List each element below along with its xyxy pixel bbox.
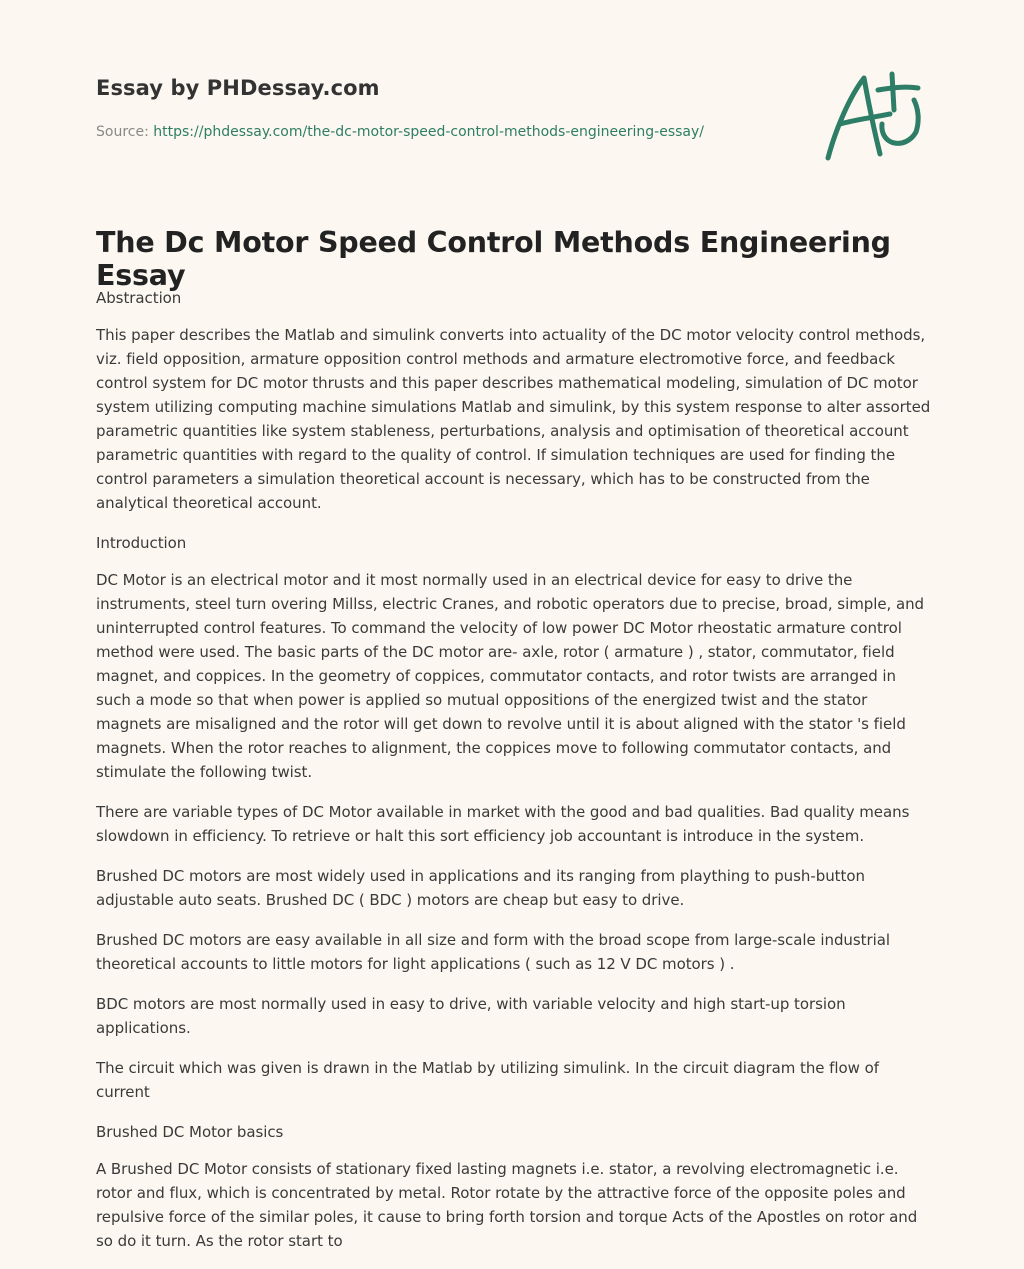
site-brand: Essay by PHDessay.com <box>96 76 380 100</box>
section-heading-abstraction: Abstraction <box>96 289 182 307</box>
paragraph: This paper describes the Matlab and simulink converts into actuality of the DC motor velocity control methods, viz. field opposition, armature opposition control methods and armature electromotive force, and feedback control system for DC motor thrusts and this paper describes mathematical modeling, simulation of DC motor system utilizing computing machine simulations Matlab and simulink, by this system response to alter assorted parametric quantities like system stableness, perturbations, analysis and optimisation of theoretical account parametric quantities with regard to the quality of control. If simulation techniques are used for finding the control parameters a simulation theoretical account is necessary, which has to be constructed from the analytical theoretical account. <box>96 326 931 512</box>
paragraph: BDC motors are most normally used in easy to drive, with variable velocity and high start-up torsion applications. <box>96 995 846 1037</box>
source-link[interactable]: https://phdessay.com/the-dc-motor-speed-control-methods-engineering-essay/ <box>153 124 705 140</box>
paragraph: A Brushed DC Motor consists of stationary fixed lasting magnets i.e. stator, a revolving electromagnetic i.e. rotor and flux, which is concentrated by metal. Rotor rotate by the attractive force of the opposite poles and repulsive force of the similar poles, it cause to bring forth torsion and torque Acts of the Apostles on rotor and so do it turn. As the rotor start to <box>96 1160 918 1250</box>
section-heading-brushed-dc-motor-basics: Brushed DC Motor basics <box>96 1123 284 1141</box>
paragraph: DC Motor is an electrical motor and it most normally used in an electrical device for easy to drive the instruments, steel turn overing Millss, electric Cranes, and robotic operators due to precise, broad, simple, and uninterrupted control features. To command the velocity of low power DC Motor rheostatic armature control method were used. The basic parts of the DC motor are- axle, rotor ( armature ) , stator, commutator, field magnet, and coppices. In the geometry of coppices, commutator contacts, and rotor twists are arranged in such a mode so that when power is applied so mutual oppositions of the energized twist and the stator magnets are misaligned and the rotor will get down to revolve until it is about aligned with the stator 's field magnets. When the rotor reaches to alignment, the coppices move to following commutator contacts, and stimulate the following twist. <box>96 571 925 781</box>
source-line <box>96 124 704 140</box>
essay-body <box>96 286 932 1269</box>
paragraph: There are variable types of DC Motor available in market with the good and bad qualities. Bad quality means slowdown in efficiency. To retrieve or halt this sort efficiency job accountant is introduce in the system. <box>96 803 910 845</box>
a-plus-grade-icon <box>820 68 930 164</box>
source-label: Source: <box>96 124 154 140</box>
paragraph: The circuit which was given is drawn in the Matlab by utilizing simulink. In the circuit diagram the flow of current <box>96 1059 879 1101</box>
paragraph: Brushed DC motors are easy available in all size and form with the broad scope from large-scale industrial theoretical accounts to little motors for light applications ( such as 12 V DC motors ) . <box>96 931 890 973</box>
header <box>96 76 796 140</box>
essay-title: The Dc Motor Speed Control Methods Engineering Essay <box>96 226 891 292</box>
paragraph: Brushed DC motors are most widely used in applications and its ranging from plaything to push-button adjustable auto seats. Brushed DC ( BDC ) motors are cheap but easy to drive. <box>96 867 865 909</box>
section-heading-introduction: Introduction <box>96 534 187 552</box>
